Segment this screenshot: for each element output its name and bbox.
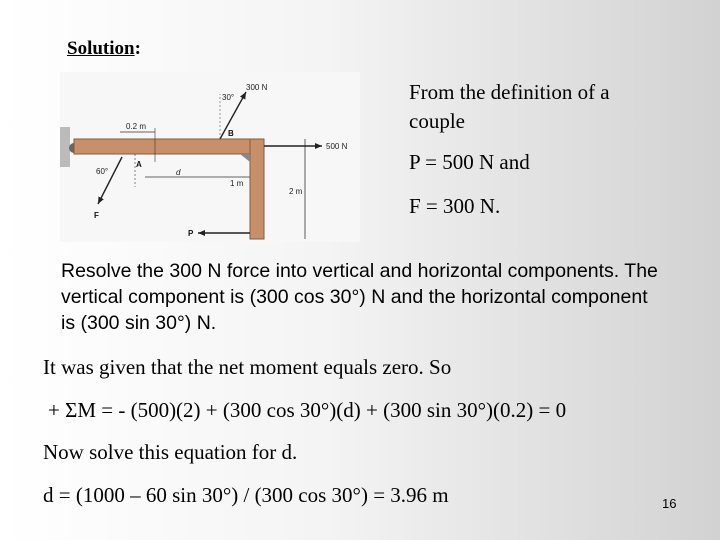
- wall-support: [60, 127, 70, 167]
- label-a: A: [136, 160, 142, 169]
- label-b: B: [228, 129, 234, 138]
- corner-bracket: [240, 154, 250, 162]
- page-number: 16: [662, 496, 677, 511]
- label-2m: 2 m: [289, 187, 303, 196]
- solution-colon: :: [134, 38, 141, 59]
- diagram-svg: [60, 72, 360, 242]
- label-1m: 1 m: [230, 179, 244, 188]
- label-30deg: 30°: [222, 93, 235, 102]
- net-moment-text: It was given that the net moment equals zero. So: [43, 355, 452, 379]
- label-300n: 300 N: [246, 83, 268, 92]
- label-d: d: [176, 168, 181, 177]
- label-p: P: [188, 229, 194, 238]
- p-value-text: P = 500 N and: [409, 150, 530, 174]
- solution-heading: [67, 38, 141, 60]
- result-equation: d = (1000 – 60 sin 30°) / (300 cos 30°) = 3.96 m: [43, 483, 449, 507]
- solve-instruction: Now solve this equation for d.: [43, 440, 298, 464]
- label-60deg: 60°: [96, 167, 109, 176]
- resolve-paragraph: Resolve the 300 N force into vertical and horizontal components. The vertical component is (300 cos 30°) N and the horizontal component is (300 sin 30°) N.: [61, 260, 658, 334]
- label-02m: 0.2 m: [126, 122, 147, 131]
- horizontal-member: [74, 139, 264, 154]
- vertical-member: [250, 139, 264, 239]
- solution-title: Solution: [67, 38, 135, 59]
- f-value-text: F = 300 N.: [409, 194, 501, 218]
- label-500n: 500 N: [326, 142, 348, 151]
- label-f: F: [94, 211, 99, 220]
- moment-equation: + ΣM = - (500)(2) + (300 cos 30°)(d) + (300 sin 30°)(0.2) = 0: [48, 398, 567, 422]
- force-f-arrow: [98, 157, 122, 204]
- mechanics-diagram: [60, 72, 360, 242]
- couple-definition-text: From the definition of a couple: [409, 80, 610, 133]
